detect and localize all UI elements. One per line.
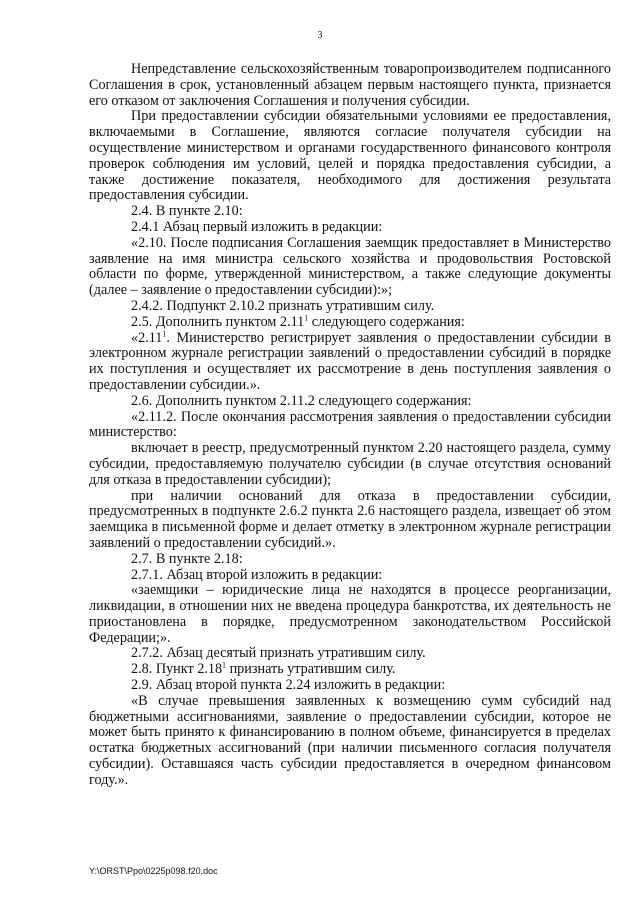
footer-file-path: Y:\ORST\Ppo\0225p098.f20.doc xyxy=(89,866,218,876)
paragraph: 2.9. Абзац второй пункта 2.24 изложить в редакции: xyxy=(131,677,446,694)
paragraph: «2.11$^1$. Министерство регистрирует заявления о предоставлении субсидии в электронном журнале регистрации заявлений о предоставлении субсидий в порядке их поступления и осуществляет их рассмотрение в день поступления заявления о предоставлении субсидии.». xyxy=(89,328,611,393)
document-body xyxy=(89,62,611,789)
paragraph: 2.4. В пункте 2.10: xyxy=(131,203,243,220)
paragraph: 2.7.1. Абзац второй изложить в редакции: xyxy=(131,566,383,583)
paragraph: Непредставление сельскохозяйственным товаропроизводителем подписанного Соглашения в срок, установленный абзацем первым настоящего пункта, признается его отказом от заключения Соглашения и получения субсидии. xyxy=(89,61,611,109)
paragraph: 2.6. Дополнить пунктом 2.11.2 следующего содержания: xyxy=(131,392,472,409)
paragraph: 2.4.2. Подпункт 2.10.2 признать утратившим силу. xyxy=(131,297,435,314)
paragraph: при наличии оснований для отказа в предоставлении субсидии, предусмотренных в подпункте 2.6.2 пункта 2.6 настоящего раздела, извещает об этом заемщика в письменной форме и делает отметку в электронном журнале регистрации заявлений о предоставлении субсидий.». xyxy=(89,487,611,551)
paragraph: 2.7.2. Абзац десятый признать утратившим силу. xyxy=(131,645,426,662)
paragraph: 2.4.1 Абзац первый изложить в редакции: xyxy=(131,218,383,235)
paragraph: «2.11.2. После окончания рассмотрения заявления о предоставлении субсидии министерство: xyxy=(89,408,611,441)
paragraph: «В случае превышения заявленных к возмещению сумм субсидий над бюджетными ассигнованиями, заявление о предоставлении субсидии, которое не может быть принято к финансированию в полном объеме, финансируется в пределах остатка бюджетных ассигнований (при наличии письменного согласия получателя субсидии). Оставшаяся часть субсидии предоставляется в очередном финансовом году.». xyxy=(89,692,611,788)
paragraph: 2.5. Дополнить пунктом 2.11$^1$ следующего содержания: xyxy=(131,313,465,330)
paragraph: 2.7. В пункте 2.18: xyxy=(131,550,243,567)
paragraph: При предоставлении субсидии обязательными условиями ее предоставления, включаемыми в Соглашение, являются согласие получателя субсидии на осуществление министерством и органами государственного финансового контроля проверок соблюдения им условий, целей и порядка предоставления субсидии, а также достижение показателя, необходимого для достижения результата предоставления субсидии. xyxy=(89,108,611,204)
paragraph: «2.10. После подписания Соглашения заемщик предоставляет в Министерство заявление на имя министра сельского хозяйства и продовольствия Ростовской области по форме, утвержденной министерством, а также следующие документы (далее – заявление о предоставлении субсидии):»; xyxy=(89,234,611,299)
paragraph: 2.8. Пункт 2.18$^1$ признать утратившим силу. xyxy=(131,660,396,678)
page-number: 3 xyxy=(317,30,323,41)
paragraph: «заемщики – юридические лица не находятся в процессе реорганизации, ликвидации, в отношении них не введена процедура банкротства, их деятельность не приостановлена в порядке, предусмотренном законодательством Российской Федерации;». xyxy=(89,582,611,646)
paragraph: включает в реестр, предусмотренный пунктом 2.20 настоящего раздела, сумму субсидии, предоставляемую получателю субсидии (в случае отсутствия оснований для отказа в предоставлении субсидии); xyxy=(89,440,611,488)
